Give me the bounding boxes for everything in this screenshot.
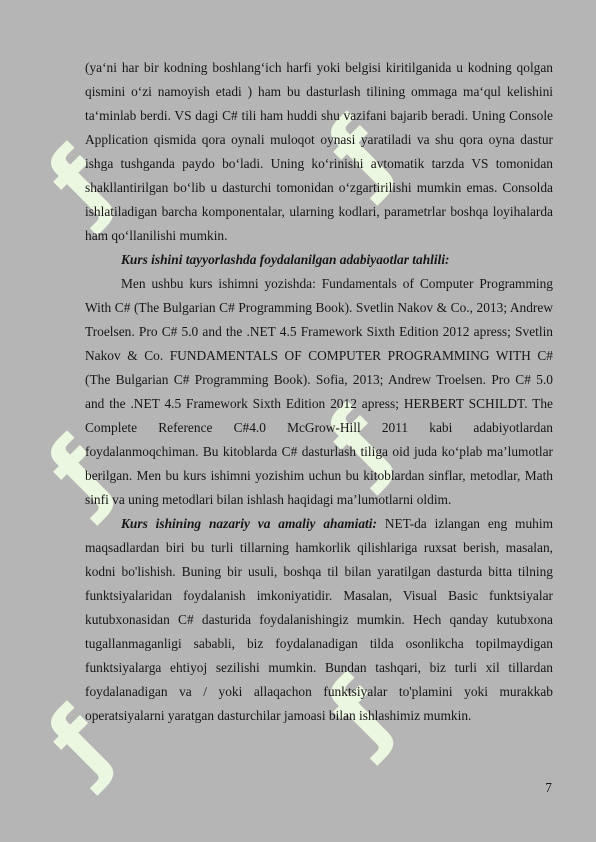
- watermark-mark: ƒ: [307, 662, 409, 765]
- watermark-mark: ƒ: [307, 102, 409, 205]
- page-number: 7: [545, 780, 552, 795]
- literature-paragraph: Men ushbu kurs ishimni yozishda: Fundamentals of Computer Programming With C# (The Bulgarian C# Programming Book). Svetlin Nakov & Co., 2013; Andrew Troelsen. Pro C# 5.0 and the .NET 4.5 Framework Sixth Edition 2012 apress; Svetlin Nakov & Co. FUNDAMENTALS OF COMPUTER PROGRAMMING WITH C# (The Bulgarian C# Programming Book). Sofia, 2013; Andrew Troelsen. Pro C# 5.0 and the .NET 4.5 Framework Sixth Edition 2012 apress; HERBERT SCHILDT. The Complete Reference C#4.0 McGrow-Hill 2011 kabi adabiyotlardan foydalanmoqchiman. Bu kitoblarda C# dasturlash tiliga oid juda ko‘plab ma’lumotlar berilgan. Men bu kurs ishimni yozishim uchun bu kitoblardan sinflar, metodlar, Math sinfi va uning metodlari bilan ishlash haqidagi ma’lumotlarni oldim.: [85, 276, 553, 507]
- literature-heading: Kurs ishini tayyorlashda foydalanilgan adabiyaotlar tahlili:: [121, 252, 450, 267]
- significance-paragraph: [85, 512, 553, 728]
- intro-paragraph: (ya‘ni har bir kodning boshlang‘ich harfi yoki belgisi kiritilganida u kodning qolgan qismini o‘zi namoyish etadi ) ham bu dasturlash tilining ommaga ma‘qul kelishini ta‘minlab berdi. VS dagi C# tili ham huddi shu vazifani bajarib beradi. Uning Console Application qismida qora oynali muloqot oynasi yaratiladi va shu qora oyna dastur ishga tushganda paydo bo‘ladi. Uning ko‘rinishi avtomatik tarzda VS tomonidan shakllantirilgan bo‘lib u dasturchi tomonidan o‘zgartirilishi mumkin emas. Consolda ishlatiladigan barcha komponentalar, ularning kodlari, parametrlar boshqa loyihalarda ham qo‘llanilishi mumkin.: [85, 60, 553, 243]
- significance-heading: Kurs ishining nazariy va amaliy ahamiati:: [121, 516, 377, 531]
- watermark-mark: ƒ: [27, 132, 129, 235]
- document-body: [85, 56, 553, 728]
- significance-text: NET-da izlangan eng muhim maqsadlardan biri bu turli tillarning hamkorlik qilishlariga ruxsat berish, masalan, kodni bo'lishish. Buning bir usuli, boshqa til bilan yaratilgan dasturda bitta tilning funktsiyalaridan foydalanish imkoniyatidir. Masalan, Visual Basic funktsiyalar kutubxonasidan C# dasturida foydalanishingiz mumkin. Hech qanday kutubxona tugallanmaganligi sababli, biz foydalanadigan tilda osonlikcha topilmaydigan funktsiyalarga ehtiyoj sezilishi mumkin. Bundan tashqari, biz turli xil tillardan foydalanadigan va / yoki allaqachon funktsiyalar to'plamini yoki murakkab operatsiyalarni yaratgan dasturchilar jamoasi bilan ishlashimiz mumkin.: [85, 516, 553, 723]
- watermark-mark: ƒ: [307, 392, 409, 495]
- watermark-mark: ƒ: [27, 422, 129, 525]
- watermark-mark: ƒ: [27, 692, 129, 795]
